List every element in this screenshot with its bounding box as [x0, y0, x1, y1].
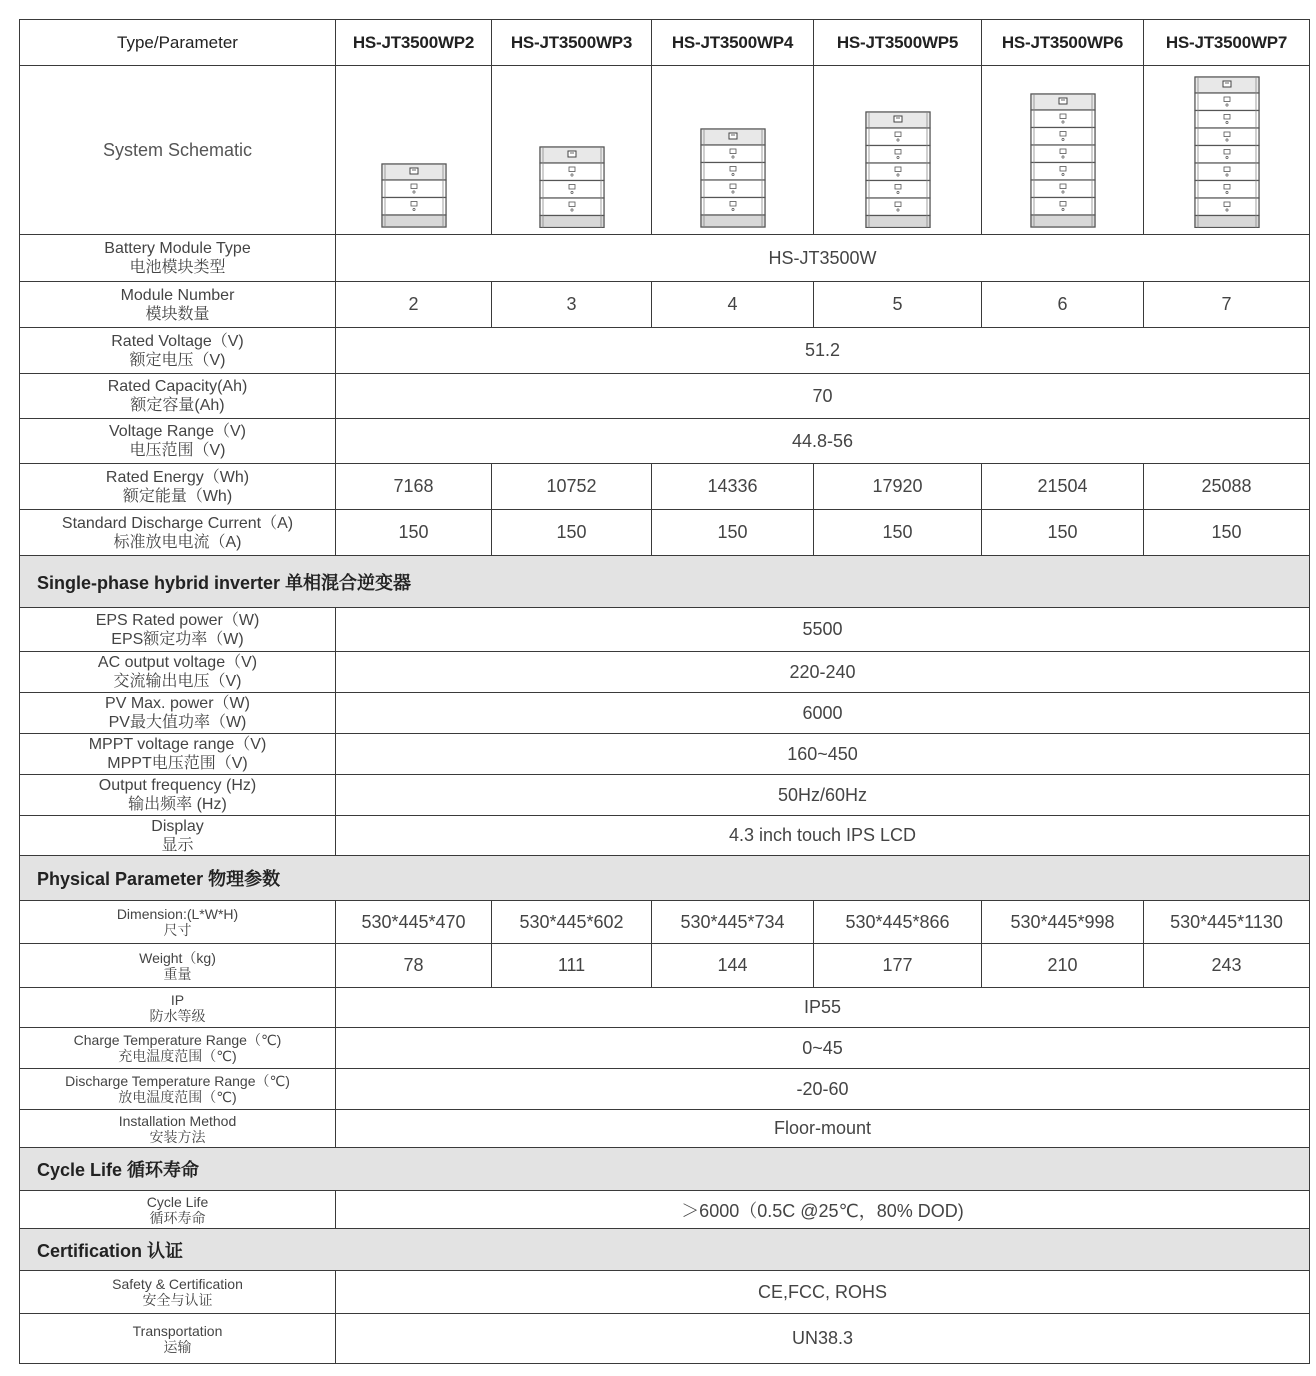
- label-zh: 额定能量（Wh): [122, 487, 233, 505]
- label-zh: 标准放电电流（A): [113, 533, 242, 551]
- battery-stack-image: [539, 146, 605, 229]
- section-row: [20, 1229, 1310, 1271]
- value-cell: 7168: [336, 464, 492, 510]
- header-row: [20, 20, 1310, 66]
- value-cell: 530*445*866: [814, 901, 982, 944]
- value-cell: 530*445*1130: [1144, 901, 1310, 944]
- label-zh: 输出频率 (Hz): [128, 796, 227, 813]
- display-row: [20, 816, 1310, 856]
- section-row: [20, 556, 1310, 608]
- value-cell: 243: [1144, 944, 1310, 988]
- safety-row: [20, 1271, 1310, 1314]
- row-label: [20, 1069, 336, 1110]
- label-en: EPS Rated power（W): [95, 611, 260, 629]
- rated-energy-row: [20, 464, 1310, 510]
- label-en: Weight（kg): [139, 949, 216, 966]
- label-zh: 额定容量(Ah): [130, 397, 225, 414]
- label-en: Rated Capacity(Ah): [107, 378, 248, 395]
- label-zh: 防水等级: [149, 1007, 206, 1024]
- label-zh: 额定电压（V): [129, 351, 226, 369]
- row-label: [20, 328, 336, 374]
- rated-capacity-row: [20, 374, 1310, 419]
- row-label: [20, 816, 336, 856]
- section-title-physical: Physical Parameter 物理参数: [20, 856, 1310, 901]
- charge-temp-row: [20, 1028, 1310, 1069]
- row-label: [20, 464, 336, 510]
- value-cell: 70: [336, 374, 1310, 419]
- label-zh: 放电温度范围（℃): [118, 1089, 237, 1105]
- value-cell: 4.3 inch touch IPS LCD: [336, 816, 1310, 856]
- value-cell: 78: [336, 944, 492, 988]
- value-cell: -20-60: [336, 1069, 1310, 1110]
- label-en: Charge Temperature Range（℃): [73, 1032, 282, 1048]
- section-row: [20, 856, 1310, 901]
- discharge-temp-row: [20, 1069, 1310, 1110]
- eps-power-row: [20, 608, 1310, 652]
- row-label: [20, 693, 336, 734]
- value-cell: 17920: [814, 464, 982, 510]
- value-cell: 150: [814, 510, 982, 556]
- transportation-row: [20, 1314, 1310, 1364]
- cycle-life-row: [20, 1191, 1310, 1229]
- mppt-range-row: [20, 734, 1310, 775]
- value-cell: HS-JT3500W: [336, 235, 1310, 282]
- label-en: AC output voltage（V): [97, 654, 258, 671]
- value-cell: 530*445*470: [336, 901, 492, 944]
- schematic-cell: [492, 66, 652, 235]
- label-en: Battery Module Type: [104, 240, 251, 257]
- value-cell: 530*445*602: [492, 901, 652, 944]
- row-label: [20, 901, 336, 944]
- model-header: HS-JT3500WP2: [336, 20, 492, 66]
- spec-table: [19, 19, 1310, 1364]
- model-header: HS-JT3500WP3: [492, 20, 652, 66]
- label-en: Voltage Range（V): [109, 423, 246, 440]
- installation-row: [20, 1110, 1310, 1148]
- row-label: [20, 944, 336, 988]
- row-label: [20, 1191, 336, 1229]
- label-zh: 显示: [161, 836, 194, 854]
- value-cell: 21504: [982, 464, 1144, 510]
- value-cell: 150: [336, 510, 492, 556]
- label-zh: 充电温度范围（℃): [118, 1048, 237, 1064]
- weight-row: [20, 944, 1310, 988]
- model-header: HS-JT3500WP5: [814, 20, 982, 66]
- value-cell: 5: [814, 282, 982, 328]
- row-label: [20, 235, 336, 282]
- value-cell: 150: [1144, 510, 1310, 556]
- row-label: [20, 1314, 336, 1364]
- row-label: [20, 652, 336, 693]
- section-title-cycle-life: Cycle Life 循环寿命: [20, 1148, 1310, 1191]
- battery-stack-image: [1030, 93, 1096, 228]
- label-zh: 交流输出电压（V): [113, 673, 242, 690]
- value-cell: Floor-mount: [336, 1110, 1310, 1148]
- value-cell: 220-240: [336, 652, 1310, 693]
- label-zh: 重量: [163, 965, 192, 982]
- value-cell: IP55: [336, 988, 1310, 1028]
- value-cell: 150: [982, 510, 1144, 556]
- value-cell: 14336: [652, 464, 814, 510]
- schematic-cell: [1144, 66, 1310, 235]
- label-zh: 电压范围（V): [129, 442, 226, 459]
- value-cell: 10752: [492, 464, 652, 510]
- dimension-row: [20, 901, 1310, 944]
- value-cell: 160~450: [336, 734, 1310, 775]
- value-cell: 530*445*734: [652, 901, 814, 944]
- value-cell: 530*445*998: [982, 901, 1144, 944]
- row-label: [20, 1110, 336, 1148]
- rated-voltage-row: [20, 328, 1310, 374]
- value-cell: 44.8-56: [336, 419, 1310, 464]
- value-cell: 177: [814, 944, 982, 988]
- battery-stack-image: [1194, 76, 1260, 229]
- label-en: Cycle Life: [146, 1193, 209, 1210]
- label-en: Output frequency (Hz): [98, 777, 257, 794]
- label-zh: 电池模块类型: [129, 259, 226, 276]
- label-en: Installation Method: [118, 1112, 237, 1129]
- value-cell: 0~45: [336, 1028, 1310, 1069]
- label-zh: 安全与认证: [142, 1292, 213, 1308]
- value-cell: 50Hz/60Hz: [336, 775, 1310, 816]
- model-header: HS-JT3500WP4: [652, 20, 814, 66]
- schematic-cell: [814, 66, 982, 235]
- section-title-inverter: Single-phase hybrid inverter 单相混合逆变器: [20, 556, 1310, 608]
- value-cell: 150: [492, 510, 652, 556]
- discharge-current-row: [20, 510, 1310, 556]
- row-label: [20, 1271, 336, 1314]
- row-label: [20, 419, 336, 464]
- value-cell: 6: [982, 282, 1144, 328]
- row-label: [20, 282, 336, 328]
- system-schematic-label: System Schematic: [20, 66, 336, 235]
- label-en: Discharge Temperature Range（℃): [65, 1073, 290, 1089]
- voltage-range-row: [20, 419, 1310, 464]
- value-cell: 25088: [1144, 464, 1310, 510]
- label-zh: 安装方法: [149, 1128, 206, 1145]
- model-header: HS-JT3500WP6: [982, 20, 1144, 66]
- label-en: PV Max. power（W): [105, 695, 250, 712]
- section-title-certification: Certification 认证: [20, 1229, 1310, 1271]
- label-en: Rated Voltage（V): [111, 332, 244, 350]
- row-label: [20, 734, 336, 775]
- value-cell: 4: [652, 282, 814, 328]
- label-zh: EPS额定功率（W): [111, 630, 244, 648]
- label-en: Module Number: [120, 286, 235, 304]
- schematic-cell: [336, 66, 492, 235]
- battery-stack-image: [381, 163, 447, 228]
- schematic-row: [20, 66, 1310, 235]
- label-en: IP: [170, 991, 185, 1008]
- label-zh: MPPT电压范围（V): [107, 755, 248, 772]
- output-frequency-row: [20, 775, 1310, 816]
- battery-module-type-row: [20, 235, 1310, 282]
- value-cell: 111: [492, 944, 652, 988]
- value-cell: ＞6000（0.5C @25℃，80% DOD): [336, 1191, 1310, 1229]
- battery-stack-image: [865, 111, 931, 229]
- label-zh: 模块数量: [145, 305, 210, 323]
- pv-power-row: [20, 693, 1310, 734]
- label-en: Display: [151, 817, 204, 835]
- row-label: [20, 775, 336, 816]
- label-zh: 运输: [163, 1338, 192, 1355]
- ac-output-row: [20, 652, 1310, 693]
- schematic-cell: [982, 66, 1144, 235]
- value-cell: 3: [492, 282, 652, 328]
- label-en: Safety & Certification: [112, 1276, 243, 1292]
- value-cell: 210: [982, 944, 1144, 988]
- type-parameter-header: Type/Parameter: [20, 20, 336, 66]
- model-header: HS-JT3500WP7: [1144, 20, 1310, 66]
- value-cell: 5500: [336, 608, 1310, 652]
- module-number-row: [20, 282, 1310, 328]
- value-cell: 7: [1144, 282, 1310, 328]
- label-en: MPPT voltage range（V): [88, 736, 267, 753]
- label-zh: 循环寿命: [149, 1209, 206, 1226]
- label-en: Transportation: [132, 1322, 223, 1339]
- label-en: Standard Discharge Current（A): [61, 514, 294, 532]
- label-en: Rated Energy（Wh): [105, 468, 250, 486]
- label-zh: PV最大值功率（W): [108, 714, 247, 731]
- schematic-cell: [652, 66, 814, 235]
- row-label: [20, 510, 336, 556]
- label-zh: 尺寸: [163, 922, 192, 938]
- row-label: [20, 374, 336, 419]
- value-cell: 2: [336, 282, 492, 328]
- ip-row: [20, 988, 1310, 1028]
- battery-stack-image: [700, 128, 766, 228]
- row-label: [20, 1028, 336, 1069]
- value-cell: CE,FCC, ROHS: [336, 1271, 1310, 1314]
- value-cell: 51.2: [336, 328, 1310, 374]
- value-cell: 6000: [336, 693, 1310, 734]
- value-cell: 150: [652, 510, 814, 556]
- row-label: [20, 988, 336, 1028]
- section-row: [20, 1148, 1310, 1191]
- value-cell: 144: [652, 944, 814, 988]
- label-en: Dimension:(L*W*H): [116, 906, 239, 922]
- row-label: [20, 608, 336, 652]
- value-cell: UN38.3: [336, 1314, 1310, 1364]
